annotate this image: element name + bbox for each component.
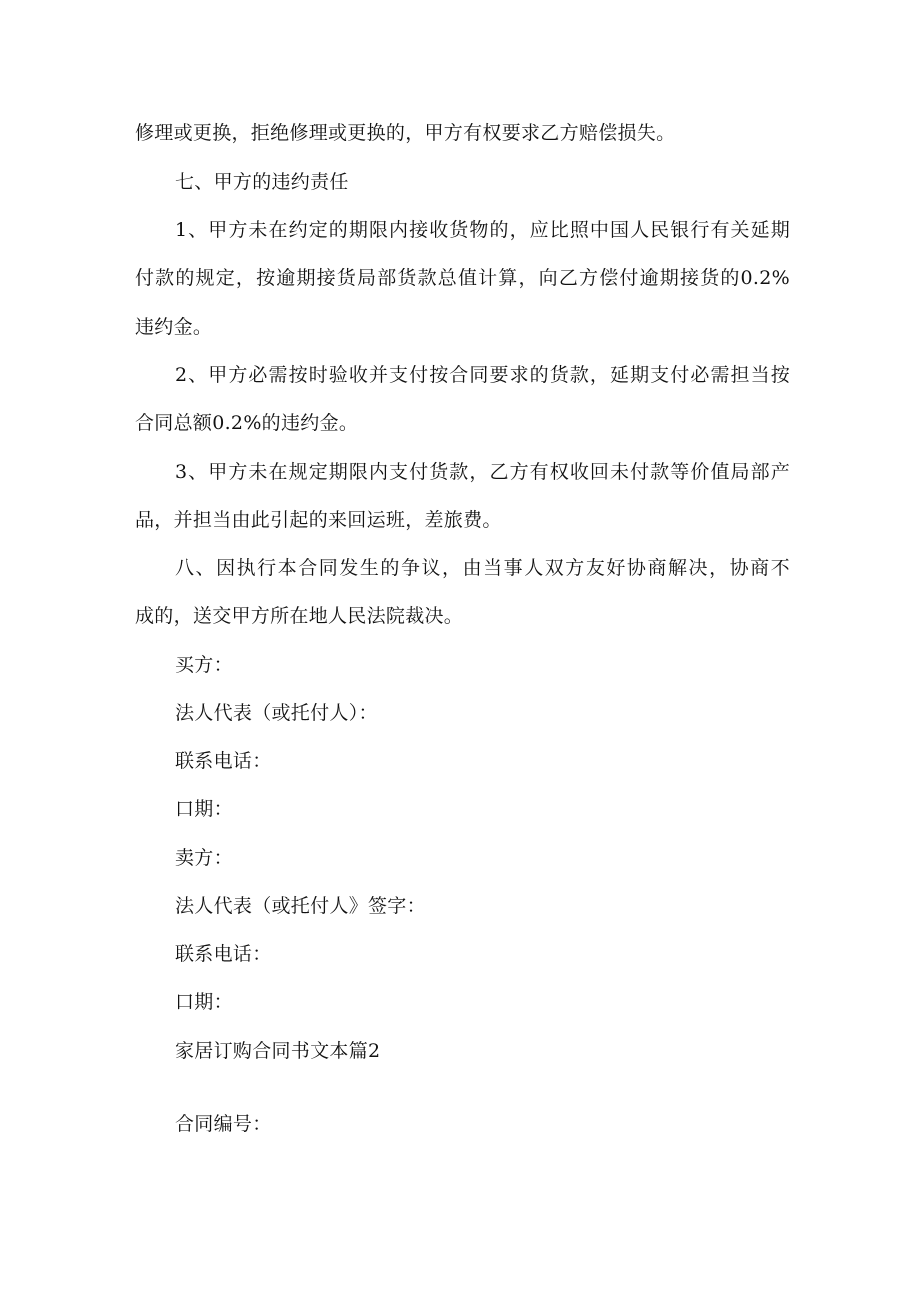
clause-2-line-1: 2、甲方必需按时验收并支付按合同要求的货款，延期支付必需担当按 — [175, 364, 790, 386]
clause-1-line-3: 违约金。 — [135, 316, 213, 338]
buyer-representative-label: 法人代表（或托付人）： — [175, 702, 378, 724]
section-8-line-1: 八、因执行本合同发生的争议，由当事人双方友好协商解决，协商不 — [175, 557, 790, 579]
section-heading-party-a-liability: 七、甲方的违约责任 — [175, 171, 349, 193]
buyer-phone-label: 联系电话： — [175, 750, 272, 772]
seller-representative-signature-label: 法人代表（或托付人》签字： — [175, 895, 426, 917]
seller-date-label: 口期： — [175, 991, 233, 1013]
document-section-title: 家居订购合同书文本篇2 — [175, 1040, 381, 1062]
clause-2-line-2: 合同总额0.2%的违约金。 — [135, 412, 359, 434]
section-8-line-2: 成的，送交甲方所在地人民法院裁决。 — [135, 605, 464, 627]
clause-3-line-2: 品，并担当由此引起的来回运班，差旅费。 — [135, 509, 502, 531]
paragraph-line-repair-clause: 修理或更换，拒绝修理或更换的，甲方有权要求乙方赔偿损失。 — [135, 122, 676, 144]
clause-1-line-2: 付款的规定，按逾期接货局部货款总值计算，向乙方偿付逾期接货的0.2% — [135, 267, 790, 289]
clause-3-line-1: 3、甲方未在规定期限内支付货款，乙方有权收回未付款等价值局部产 — [175, 461, 790, 483]
seller-phone-label: 联系电话： — [175, 943, 272, 965]
buyer-date-label: 口期： — [175, 798, 233, 820]
seller-label: 卖方： — [175, 847, 233, 869]
contract-number-label: 合同编号： — [175, 1113, 272, 1135]
clause-1-line-1: 1、甲方未在约定的期限内接收货物的，应比照中国人民银行有关延期 — [175, 219, 790, 241]
buyer-label: 买方： — [175, 654, 233, 676]
